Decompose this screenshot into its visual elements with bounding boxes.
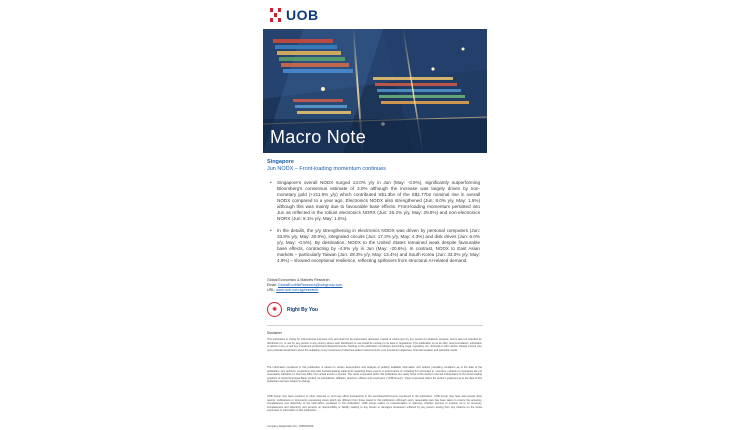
uob-logo-mark-icon — [270, 8, 282, 22]
report-page — [262, 0, 488, 430]
team-name: Global Economics & Markets Research — [267, 278, 330, 282]
disclaimer-title: Disclaimer — [267, 331, 282, 335]
disclaimer-paragraph: UOB Group may have positions or other interests in, and may effect transactions in the securities/instruments mentioned in the publication. UOB Group may have also issued other reports, publications or documents expressing views which are different from those stated in this publication. Although every reasonable care has been taken to ensure the accuracy, completeness and objectivity of the information contained in this publication, UOB Group makes no representation or warranty, whether express or implied, as to its accuracy, completeness and objectivity and accepts no responsibility or liability relating to any losses or damages howsoever suffered by any person arising from any reliance on the views expressed or information in this publication. — [267, 395, 482, 412]
key-point: • Singapore's overall NODX surged 13.0% y/y in Jun (May: -3.9%), significantly outperforming Bloomberg's consensus estimate of 3.0% although the increase was largely driven by non-monetary gold (+211.9% y/y) which contributed S$1.3bn of the S$1.77bn nominal rise in overall NODX compared to a year ago. Electronics NODX also strengthened (Jun: 8.0% y/y, May: 1.6%) although this was mainly due to favourable base effects. Front-loading momentum persisted into Jun as reflected in the robust electronics NORX (Jun: 26.2% y/y, May: 29.8%) and non-electronics NORX (Jun: 9.1% y/y, May: 1.5%). — [270, 180, 480, 222]
email-label: Email: — [267, 283, 277, 287]
divider — [267, 325, 483, 326]
tagline-block — [267, 302, 318, 317]
report-region: Singapore — [267, 159, 294, 165]
url-label: URL: — [267, 288, 276, 292]
email-link[interactable]: GlobalEcoMktResearch@uobgroup.com — [278, 283, 343, 287]
key-point: • In the details, the y/y strengthening in electronics NODX was driven by personal computers (Jun: 33.8% y/y, May: 30.9%), integrated circuits (Jun: 17.3% y/y, May: 4.3%) and disk drives (Jun: 6.0% y/y, May: -0.5%). By destination, NODX to the United States remained weak despite favourable base effects, contracting by -4.8% y/y in Jun (May: -20.6%). In contrast, NODX to East Asian markets – particularly Taiwan (Jun: 28.3% y/y, May: 13.4%) and South Korea (Jun: 33.0% y/y, May: 4.9%) – showed exceptional resilience, reflecting spillovers from structural AI-related demand. — [270, 228, 480, 264]
disclaimer-paragraph: The information contained in this publication is based on certain assumptions and analysis of publicly available information and reflects prevailing conditions as of the date of the publication. Any opinions, projections and other forward-looking statements regarding future events or performance of, including but not limited to, countries, markets or companies are not necessarily indicative of, and may differ from actual events or results. The views expressed within this publication are solely those of the author's and are independent of the actual trading positions of United Overseas Bank Limited, its subsidiaries, affiliates, directors, officers and employees ("UOB Group"). Views expressed reflect the author's judgment as at the date of this publication and are subject to change. — [267, 366, 482, 383]
uob-emblem-icon: ✺ — [267, 302, 282, 317]
contact-block — [267, 278, 342, 293]
uob-logo — [270, 7, 319, 23]
key-points — [270, 180, 480, 270]
research-url-link[interactable]: www.uob.com.sg/research — [276, 288, 319, 292]
company-registration: Company Registration No.: 193500026Z — [267, 425, 314, 428]
hero-banner — [263, 29, 487, 153]
disclaimer-paragraph: This publication is strictly for informational purposes only and shall not be transmitted, disclosed, copied or relied upon by any person for whatever purpose, and is also not intended for distribution to, or use by, any person in any country where such distribution or use would be contrary to its laws or regulations. This publication is not an offer, recommendation, solicitation or advice to buy or sell any investment product/securities/instruments. Nothing in this publication constitutes accounting, legal, regulatory, tax, financial or other advice. Please consult your own professional advisors about the suitability of any investment product/securities/ instruments for your investment objectives, financial situation and particular needs. — [267, 338, 482, 352]
brand-wordmark: UOB — [286, 7, 319, 23]
url-line — [267, 288, 342, 293]
tagline: Right By You — [287, 306, 318, 313]
report-headline: Jun NODX – Front-loading momentum continues — [267, 166, 386, 172]
report-title: Macro Note — [270, 127, 367, 147]
